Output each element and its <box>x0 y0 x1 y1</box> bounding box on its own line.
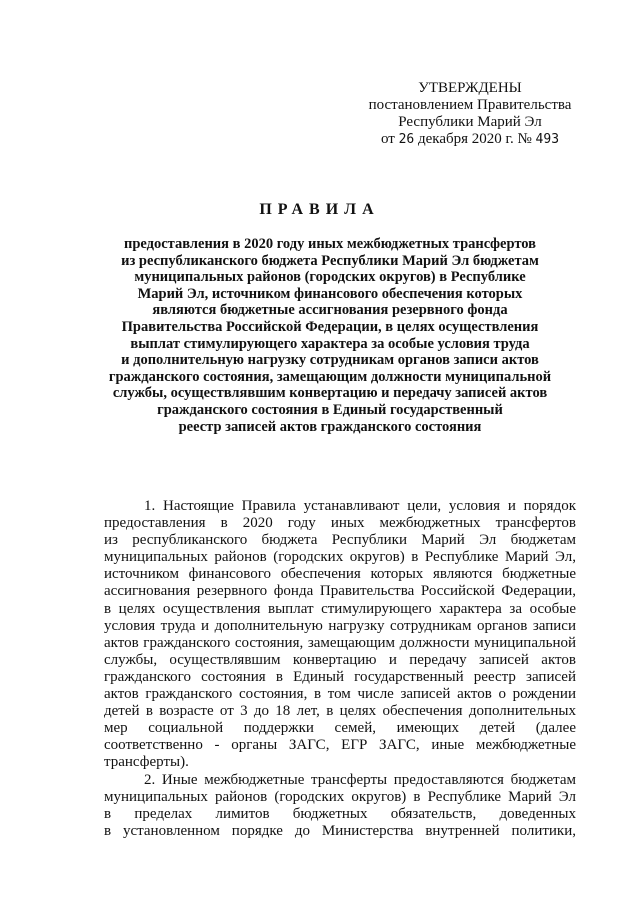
subtitle-line: из республиканского бюджета Республики Марий Эл бюджетам <box>121 252 539 269</box>
approval-date-line <box>330 131 610 148</box>
paragraph-2-line: в установленном порядке до Министерства внутренней политики, <box>104 822 576 839</box>
document-subtitle <box>100 236 560 435</box>
subtitle-line: гражданского состояния в Единый государственный <box>157 401 503 418</box>
subtitle-line: Марий Эл, источником финансового обеспечения которых <box>137 285 523 302</box>
approval-date-prefix: от <box>380 131 395 147</box>
paragraph-1-line: актов гражданского состояния, замещающим должности муниципальной <box>104 634 576 651</box>
paragraph-1-line: гражданского состояния в Единый государственный реестр записей <box>104 668 576 685</box>
approval-line-republic: Республики Марий Эл <box>398 114 542 130</box>
paragraph-1-line: мер социальной поддержки семей, имеющих детей (далее <box>104 720 576 737</box>
subtitle-line: службы, осуществлявшим конвертацию и передачу записей актов <box>112 385 548 402</box>
paragraph-1-line: ассигнования резервного фонда Правительства Российской Федерации, <box>104 583 576 600</box>
approval-doc-number: 493 <box>535 132 560 147</box>
subtitle-line: предоставления в 2020 году иных межбюджетных трансфертов <box>124 236 536 252</box>
subtitle-line: гражданского состояния, замещающим должности муниципальной <box>108 368 552 385</box>
paragraph-1-line: службы, осуществлявшим конвертацию и передачу записей актов <box>104 651 576 668</box>
subtitle-line: муниципальных районов (городских округов) в Республике <box>134 269 526 286</box>
document-body <box>104 498 576 840</box>
document-title: ПРАВИЛА <box>259 201 380 218</box>
paragraph-1-line: источником финансового обеспечения которых являются бюджетные <box>104 566 576 583</box>
paragraph-1-line: из республиканского бюджета Республики Марий Эл бюджетам <box>104 532 576 549</box>
paragraph-1-line: 1. Настоящие Правила устанавливают цели, условия и порядок <box>144 498 576 514</box>
approval-line-resolution: постановлением Правительства <box>368 97 572 113</box>
paragraph-1-line: условия труда и дополнительную нагрузку сотрудникам органов записи <box>104 617 576 634</box>
approval-date-day: 26 <box>398 132 415 147</box>
paragraph-1-line: муниципальных районов (городских округов) в Республике Марий Эл, <box>104 549 576 566</box>
paragraph-2-line: в пределах лимитов бюджетных обязательств, доведенных <box>104 805 576 822</box>
paragraph-1-line: предоставления в 2020 году иных межбюджетных трансфертов <box>104 515 576 532</box>
paragraph-2-line: 2. Иные межбюджетные трансферты предоставляются бюджетам <box>144 771 576 788</box>
subtitle-line: и дополнительную нагрузку сотрудникам органов записи актов <box>121 352 539 369</box>
paragraph-1-line: трансферты). <box>104 754 189 771</box>
paragraph-1-line: в целях осуществления выплат стимулирующего характера за особые <box>104 600 576 617</box>
approval-heading: УТВЕРЖДЕНЫ <box>418 80 522 96</box>
paragraph-1-line: соответственно - органы ЗАГС, ЕГР ЗАГС, иные межбюджетные <box>104 737 576 754</box>
paragraph-2-line: муниципальных районов (городских округов) в Республике Марий Эл <box>104 788 576 805</box>
approval-block <box>330 80 610 148</box>
paragraph-1-line: актов гражданского состояния, в том числе записей актов о рождении <box>104 686 576 703</box>
subtitle-line: являются бюджетные ассигнования резервного фонда <box>152 302 508 319</box>
subtitle-line: выплат стимулирующего характера за особые условия труда <box>130 335 530 352</box>
paragraph-1-line: детей в возрасте от 3 до 18 лет, в целях обеспечения дополнительных <box>104 703 576 720</box>
approval-date-middle: декабря 2020 г. № <box>417 131 532 147</box>
subtitle-line: Правительства Российской Федерации, в целях осуществления <box>121 318 539 335</box>
subtitle-line: реестр записей актов гражданского состояния <box>178 418 482 435</box>
